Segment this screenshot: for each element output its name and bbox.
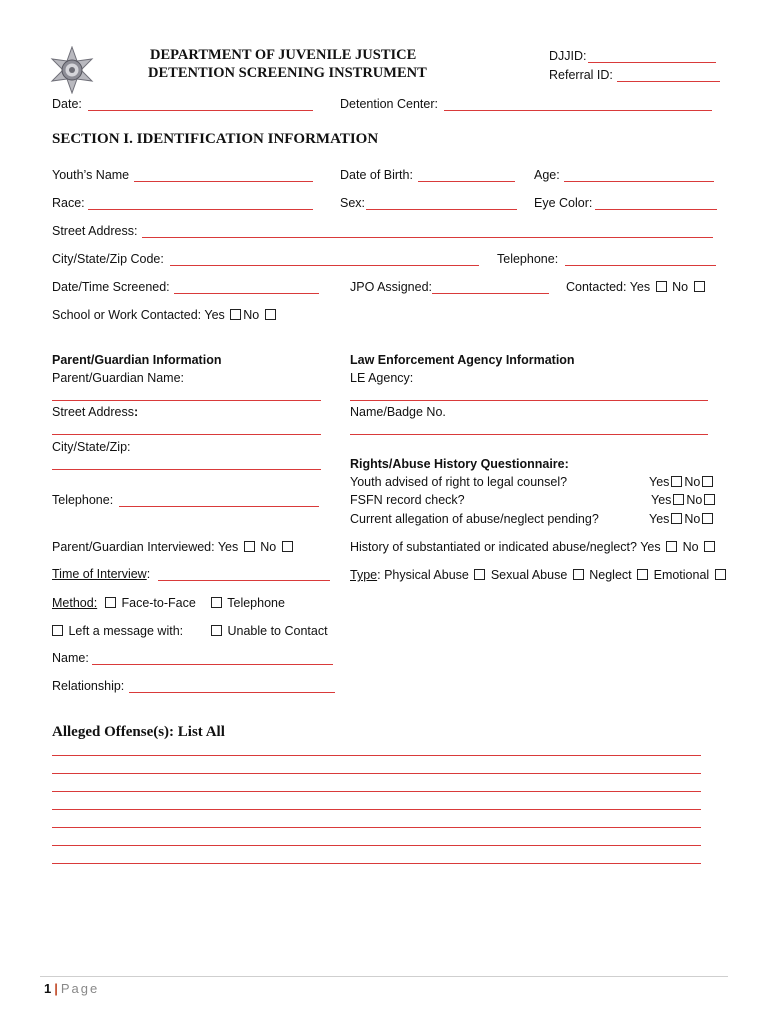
date-field[interactable] bbox=[88, 110, 313, 111]
contacted-label: Contacted: Yes bbox=[566, 280, 651, 294]
le-agency-label: LE Agency: bbox=[350, 371, 414, 385]
abuse-history-label: History of substantiated or indicated abuse/neglect? Yes bbox=[350, 540, 661, 554]
question-legal-counsel: Youth advised of right to legal counsel? bbox=[350, 475, 568, 489]
telephone-label: Telephone: bbox=[497, 252, 559, 266]
abuse-type-row bbox=[350, 568, 728, 583]
face-to-face-label: Face-to-Face bbox=[121, 596, 196, 610]
fsfn-yes-checkbox[interactable] bbox=[673, 494, 684, 505]
left-message-option[interactable] bbox=[50, 624, 183, 639]
abuse-history-no-checkbox[interactable] bbox=[704, 541, 715, 552]
name-badge-field[interactable] bbox=[350, 434, 708, 435]
parent-interviewed-row bbox=[52, 540, 295, 555]
page-word: Page bbox=[60, 981, 100, 996]
offense-line-2[interactable] bbox=[52, 773, 701, 774]
physical-abuse-label: Physical Abuse bbox=[384, 568, 469, 582]
offense-line-7[interactable] bbox=[52, 863, 701, 864]
legal-counsel-yes-checkbox[interactable] bbox=[671, 476, 682, 487]
relationship-field[interactable] bbox=[129, 692, 335, 693]
telephone-field[interactable] bbox=[565, 265, 716, 266]
unable-to-contact-option[interactable] bbox=[209, 624, 328, 639]
city-state-zip-field[interactable] bbox=[170, 265, 479, 266]
abuse-type-label: Type bbox=[350, 568, 378, 582]
footer-divider bbox=[40, 976, 728, 977]
djjid-label: DJJID: bbox=[549, 49, 587, 63]
parent-street-label bbox=[52, 405, 138, 420]
eye-color-field[interactable] bbox=[595, 209, 717, 210]
parent-interviewed-yes-checkbox[interactable] bbox=[244, 541, 255, 552]
school-contacted-no-checkbox[interactable] bbox=[265, 309, 276, 320]
street-address-label: Street Address: bbox=[52, 224, 138, 238]
title-line-1: DEPARTMENT OF JUVENILE JUSTICE bbox=[150, 47, 417, 63]
face-to-face-checkbox[interactable] bbox=[105, 597, 116, 608]
method-label bbox=[52, 596, 97, 611]
offense-line-4[interactable] bbox=[52, 809, 701, 810]
date-label: Date: bbox=[52, 97, 82, 111]
unable-to-contact-checkbox[interactable] bbox=[211, 625, 222, 636]
parent-guardian-name-field[interactable] bbox=[52, 400, 321, 401]
legal-counsel-options bbox=[649, 475, 715, 490]
time-of-interview-field[interactable] bbox=[158, 580, 330, 581]
relationship-label: Relationship: bbox=[52, 679, 125, 693]
page-separator: | bbox=[54, 981, 58, 996]
emotional-checkbox[interactable] bbox=[715, 569, 726, 580]
dob-field[interactable] bbox=[418, 181, 515, 182]
time-of-interview-text: Time of Interview bbox=[52, 567, 147, 581]
parent-city-label: City/State/Zip: bbox=[52, 440, 131, 454]
parent-interviewed-no-checkbox[interactable] bbox=[282, 541, 293, 552]
parent-street-text: Street Address bbox=[52, 405, 134, 419]
le-agency-field[interactable] bbox=[350, 400, 708, 401]
jpo-assigned-field[interactable] bbox=[432, 293, 549, 294]
fsfn-options bbox=[651, 493, 717, 508]
neglect-label: Neglect bbox=[589, 568, 632, 582]
race-label: Race: bbox=[52, 196, 85, 210]
sex-label: Sex: bbox=[340, 196, 366, 210]
abuse-type-colon: : bbox=[377, 568, 381, 582]
youth-name-label: Youth’s Name bbox=[52, 168, 130, 182]
djjid-field[interactable] bbox=[588, 62, 716, 63]
age-label: Age: bbox=[534, 168, 560, 182]
fsfn-no-checkbox[interactable] bbox=[704, 494, 715, 505]
date-time-screened-field[interactable] bbox=[174, 293, 319, 294]
fsfn-yes-label: Yes bbox=[651, 493, 672, 507]
telephone-option-label: Telephone bbox=[227, 596, 285, 610]
jpo-assigned-label: JPO Assigned: bbox=[350, 280, 432, 294]
offense-line-6[interactable] bbox=[52, 845, 701, 846]
age-field[interactable] bbox=[564, 181, 714, 182]
referral-id-field[interactable] bbox=[617, 81, 720, 82]
street-address-field[interactable] bbox=[142, 237, 713, 238]
section-1-title: SECTION I. IDENTIFICATION INFORMATION bbox=[52, 131, 379, 147]
city-state-zip-label: City/State/Zip Code: bbox=[52, 252, 164, 266]
parent-street-colon: : bbox=[134, 405, 139, 419]
telephone-checkbox[interactable] bbox=[211, 597, 222, 608]
face-to-face-option[interactable] bbox=[103, 596, 196, 611]
page-footer bbox=[44, 981, 99, 996]
legal-counsel-yes-label: Yes bbox=[649, 475, 670, 489]
allegation-no-label: No bbox=[684, 512, 701, 526]
detention-center-label: Detention Center: bbox=[340, 97, 438, 111]
school-contacted-label: School or Work Contacted: Yes bbox=[52, 308, 225, 322]
physical-abuse-checkbox[interactable] bbox=[474, 569, 485, 580]
contacted-yes-checkbox[interactable] bbox=[656, 281, 667, 292]
sex-field[interactable] bbox=[366, 209, 517, 210]
department-seal-logo bbox=[48, 46, 96, 94]
contact-name-field[interactable] bbox=[92, 664, 333, 665]
allegation-options bbox=[649, 512, 715, 527]
telephone-option[interactable] bbox=[209, 596, 285, 611]
contacted-no-label: No bbox=[672, 280, 689, 294]
emotional-label: Emotional bbox=[653, 568, 710, 582]
legal-counsel-no-label: No bbox=[684, 475, 701, 489]
abuse-history-yes-checkbox[interactable] bbox=[666, 541, 677, 552]
allegation-no-checkbox[interactable] bbox=[702, 513, 713, 524]
race-field[interactable] bbox=[88, 209, 313, 210]
parent-city-field[interactable] bbox=[52, 469, 321, 470]
left-message-checkbox[interactable] bbox=[52, 625, 63, 636]
left-message-label: Left a message with: bbox=[68, 624, 184, 638]
offense-line-5[interactable] bbox=[52, 827, 701, 828]
name-badge-label: Name/Badge No. bbox=[350, 405, 446, 419]
eye-color-label: Eye Color: bbox=[534, 196, 593, 210]
law-enforcement-heading: Law Enforcement Agency Information bbox=[350, 353, 575, 367]
fsfn-no-label: No bbox=[686, 493, 703, 507]
parent-telephone-label: Telephone: bbox=[52, 493, 114, 507]
contact-name-label: Name: bbox=[52, 651, 89, 665]
alleged-offenses-title: Alleged Offense(s): List All bbox=[52, 724, 225, 740]
sexual-abuse-label: Sexual Abuse bbox=[490, 568, 568, 582]
method-text: Method: bbox=[52, 596, 98, 610]
title-line-2: DETENTION SCREENING INSTRUMENT bbox=[148, 65, 427, 81]
abuse-history-row bbox=[350, 540, 717, 555]
referral-id-label: Referral ID: bbox=[549, 68, 613, 82]
parent-guardian-heading: Parent/Guardian Information bbox=[52, 353, 222, 367]
parent-interviewed-label: Parent/Guardian Interviewed: Yes bbox=[52, 540, 239, 554]
detention-center-field[interactable] bbox=[444, 110, 712, 111]
question-current-allegation: Current allegation of abuse/neglect pending? bbox=[350, 512, 599, 526]
parent-interviewed-no-label: No bbox=[260, 540, 277, 554]
school-contacted-yes-checkbox[interactable] bbox=[230, 309, 241, 320]
rights-abuse-heading: Rights/Abuse History Questionnaire: bbox=[350, 457, 569, 471]
allegation-yes-checkbox[interactable] bbox=[671, 513, 682, 524]
contacted-row bbox=[566, 280, 707, 295]
parent-street-field[interactable] bbox=[52, 434, 321, 435]
legal-counsel-no-checkbox[interactable] bbox=[702, 476, 713, 487]
time-of-interview-label bbox=[52, 567, 150, 582]
youth-name-field[interactable] bbox=[134, 181, 313, 182]
allegation-yes-label: Yes bbox=[649, 512, 670, 526]
neglect-checkbox[interactable] bbox=[637, 569, 648, 580]
school-contacted-row bbox=[52, 308, 278, 323]
contacted-no-checkbox[interactable] bbox=[694, 281, 705, 292]
parent-telephone-field[interactable] bbox=[119, 506, 319, 507]
offense-line-1[interactable] bbox=[52, 755, 701, 756]
offense-line-3[interactable] bbox=[52, 791, 701, 792]
sexual-abuse-checkbox[interactable] bbox=[573, 569, 584, 580]
abuse-history-no-label: No bbox=[682, 540, 699, 554]
date-time-screened-label: Date/Time Screened: bbox=[52, 280, 170, 294]
unable-to-contact-label: Unable to Contact bbox=[227, 624, 328, 638]
school-contacted-no-label: No bbox=[243, 308, 260, 322]
question-fsfn-check: FSFN record check? bbox=[350, 493, 465, 507]
parent-guardian-name-label: Parent/Guardian Name: bbox=[52, 371, 185, 385]
page-number: 1 bbox=[44, 981, 52, 996]
dob-label: Date of Birth: bbox=[340, 168, 413, 182]
time-of-interview-colon: : bbox=[146, 567, 151, 581]
